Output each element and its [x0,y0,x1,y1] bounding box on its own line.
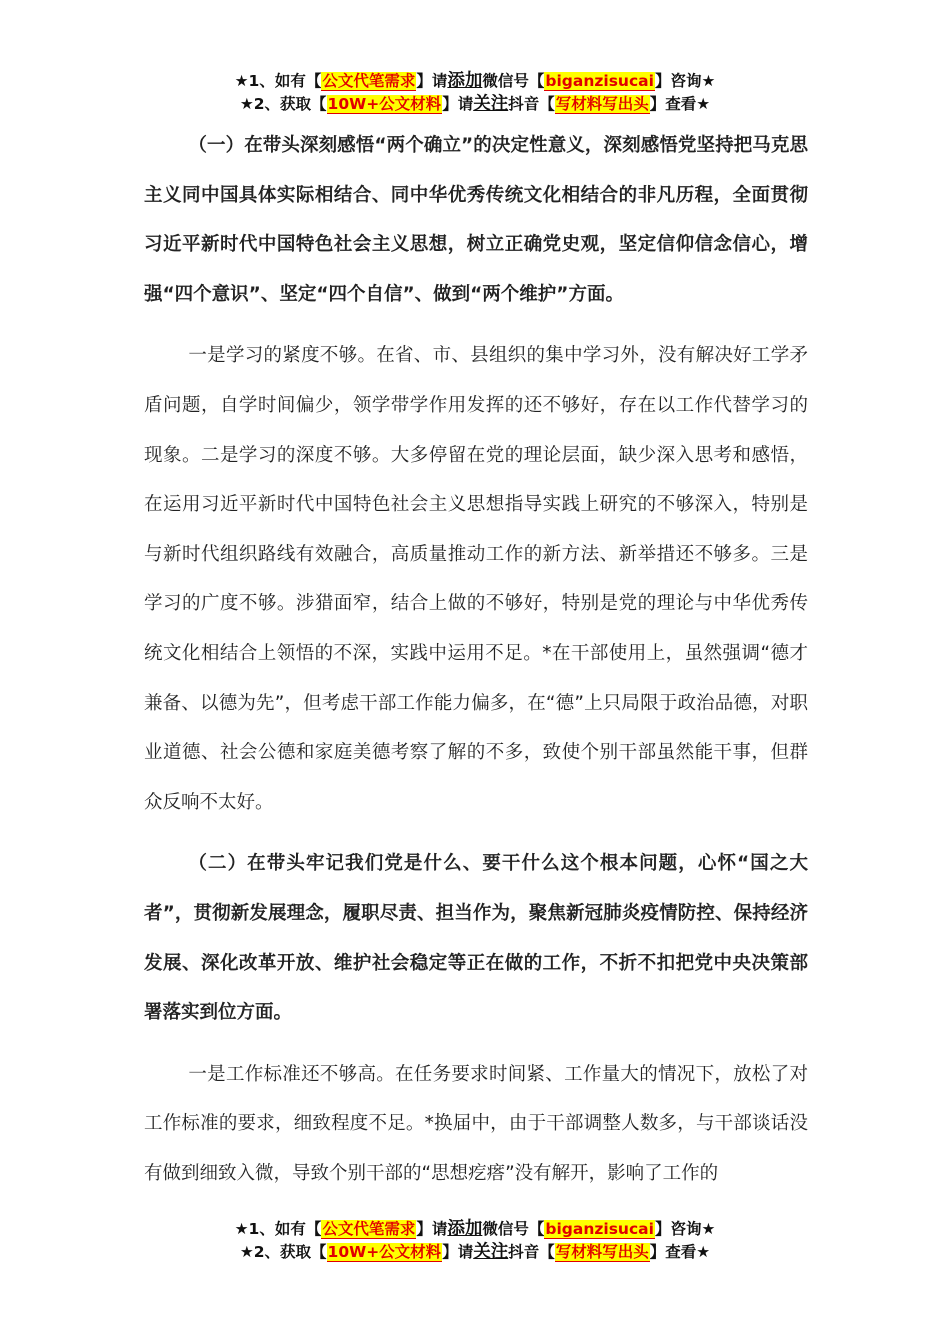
promo-line-2 [0,93,950,116]
section-heading-2: （二）在带头牢记我们党是什么、要干什么这个根本问题，心怀“国之大者”，贯彻新发展理念，履职尽责、担当作为，聚焦新冠肺炎疫情防控、保持经济发展、深化改革开放、维护社会稳定等正在做的工作，不折不扣把党中央决策部署落实到位方面。 [144,853,808,1024]
promo-text: 】咨询★ [654,72,716,90]
promo-text: 】请 [442,1243,474,1261]
promo-text: 抖音【 [508,1243,555,1261]
promo-highlight: 写材料写出头 [555,95,649,113]
promo-emphasis: 关注 [473,94,509,114]
promo-line-1 [0,70,950,93]
promo-text: ★2、获取【 [239,95,327,113]
promo-text: 】咨询★ [654,1220,716,1238]
promo-highlight: 公文代笔需求 [322,1220,416,1238]
document-body [144,121,808,1198]
promo-text: 】请 [416,72,448,90]
section-heading-1: （一）在带头深刻感悟“两个确立”的决定性意义，深刻感悟党坚持把马克思主义同中国具体实际相结合、同中华优秀传统文化相结合的非凡历程，全面贯彻习近平新时代中国特色社会主义思想，树立正确党史观，坚定信仰信念信心，增强“四个意识”、坚定“四个自信”、做到“两个维护”方面。 [144,135,808,305]
promo-line-2 [0,1241,950,1264]
promo-text: 】请 [416,1220,448,1238]
promo-emphasis: 添加 [447,71,483,91]
promo-line-1 [0,1218,950,1241]
body-paragraph-2: 一是工作标准还不够高。在任务要求时间紧、工作量大的情况下，放松了对工作标准的要求，细致程度不足。*换届中，由于干部调整人数多，与干部谈话没有做到细致入微，导致个别干部的“思想疙瘩”没有解开，影响了工作的 [144,1063,808,1184]
promo-text: 】查看★ [649,1243,711,1261]
promo-text: 微信号【 [482,72,545,90]
top-promo-banner [0,70,950,116]
promo-highlight: 写材料写出头 [555,1243,649,1261]
promo-text: 微信号【 [482,1220,545,1238]
promo-text: 】请 [442,95,474,113]
promo-highlight: 10W+公文材料 [327,95,442,113]
promo-highlight: biganzisucai [545,1220,654,1238]
promo-highlight: biganzisucai [545,72,654,90]
promo-highlight: 公文代笔需求 [322,72,416,90]
body-paragraph-1: 一是学习的紧度不够。在省、市、县组织的集中学习外，没有解决好工学矛盾问题，自学时间偏少，领学带学作用发挥的还不够好，存在以工作代替学习的现象。二是学习的深度不够。大多停留在党的理论层面，缺少深入思考和感悟，在运用习近平新时代中国特色社会主义思想指导实践上研究的不够深入，特别是与新时代组织路线有效融合，高质量推动工作的新方法、新举措还不够多。三是学习的广度不够。涉猎面窄，结合上做的不够好，特别是党的理论与中华优秀传统文化相结合上领悟的不深，实践中运用不足。*在干部使用上，虽然强调“德才兼备、以德为先”，但考虑干部工作能力偏多，在“德”上只局限于政治品德，对职业道德、社会公德和家庭美德考察了解的不多，致使个别干部虽然能干事，但群众反响不太好。 [144,345,808,813]
promo-text: ★1、如有【 [234,1220,322,1238]
promo-text: ★1、如有【 [234,72,322,90]
promo-text: 】查看★ [649,95,711,113]
promo-text: 抖音【 [508,95,555,113]
promo-highlight: 10W+公文材料 [327,1243,442,1261]
promo-emphasis: 添加 [447,1219,483,1239]
bottom-promo-banner [0,1218,950,1264]
promo-emphasis: 关注 [473,1242,509,1262]
promo-text: ★2、获取【 [239,1243,327,1261]
